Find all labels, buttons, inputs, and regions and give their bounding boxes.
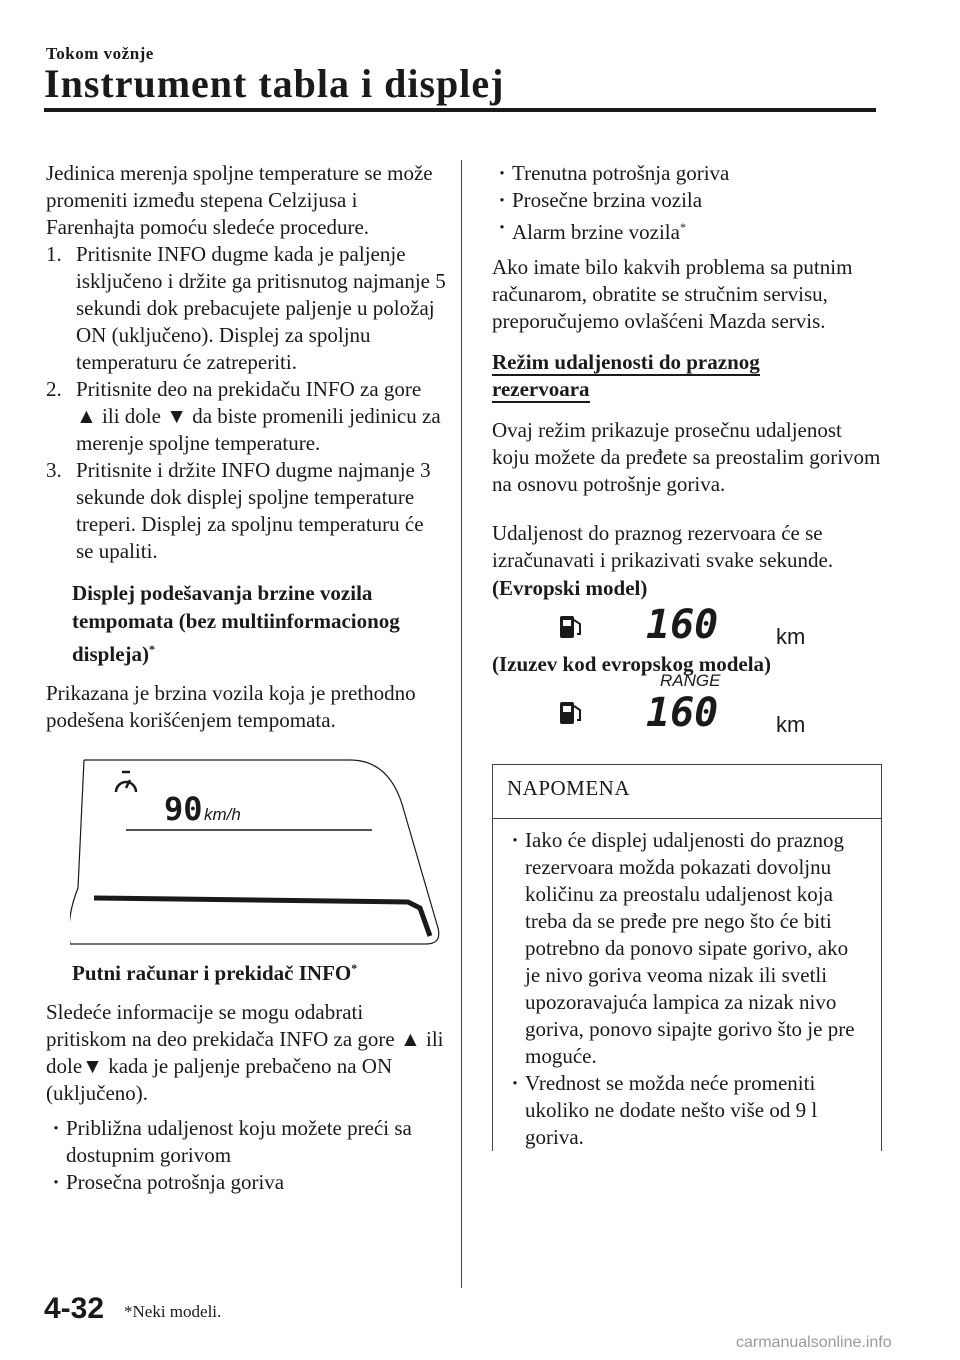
column-divider [461, 160, 462, 1288]
list-item [505, 1070, 867, 1151]
list-item-text: Alarm brzine vozila* [512, 220, 686, 244]
bullet-dot: · [498, 188, 506, 212]
range-heading: Režim udaljenosti do praznog rezervoara [492, 350, 760, 401]
bullet-dot: · [52, 1116, 60, 1140]
list-item-text: Približna udaljenost koju možete preći sa dostupnim gorivom [66, 1116, 412, 1167]
list-item [505, 827, 867, 1070]
footnote: *Neki modeli. [124, 1302, 222, 1321]
range-update-text: Udaljenost do praznog rezervoara će se izračunavati i prikazivati svake sekunde. [492, 521, 834, 572]
cluster-gauge-line [94, 898, 430, 936]
range-display-euro [492, 602, 882, 650]
cluster-figure [70, 758, 442, 948]
list-item [492, 160, 882, 187]
range-unit: km [776, 624, 806, 649]
range-value: 160 [646, 602, 719, 648]
bullet-dot: · [52, 1170, 60, 1194]
intro-paragraph: Jedinica merenja spoljne temperature se može promeniti između stepena Celzijusa i Farenhajta pomoću sledeće procedure. [46, 161, 433, 239]
step-number: 2. [46, 377, 62, 401]
step-2 [46, 376, 446, 457]
help-paragraph: Ako imate bilo kakvih problema sa putnim računarom, obratite se stručnim servisu, preporučujemo ovlašćeni Mazda servis. [492, 255, 853, 333]
step-3 [46, 457, 446, 565]
page-number: 4-32 [44, 1292, 105, 1325]
list-item-text: Trenutna potrošnja goriva [512, 161, 730, 185]
range-value: 160 [646, 690, 719, 736]
note-box [492, 764, 882, 1151]
page-title: Instrument tabla i displej [44, 61, 505, 106]
list-item [46, 1115, 446, 1169]
trip-text: Sledeće informacije se mogu odabrati pritiskom na deo prekidača INFO za gore ▲ ili dole▼ kada je paljenje prebačeno na ON (uključeno). [46, 1000, 444, 1105]
bullet-dot: · [498, 161, 506, 185]
right-column [492, 160, 882, 1151]
cruise-heading: Displej podešavanja brzine vozila tempomata (bez multiinformacionog displeja)* [72, 581, 400, 666]
bullet-dot: · [511, 828, 519, 852]
range-display-non-euro [492, 672, 882, 738]
list-item-text: Vrednost se možda neće promeniti ukoliko ne dodate nešto više od 9 l goriva. [525, 1071, 818, 1149]
bullet-dot: · [498, 215, 506, 239]
cruise-speed-readout: 90 [164, 790, 203, 828]
fuel-pump-icon [560, 616, 580, 638]
list-item-text: Prosečna potrošnja goriva [66, 1170, 285, 1194]
trip-heading: Putni računar i prekidač INFO* [72, 961, 358, 985]
list-item [492, 214, 882, 246]
step-number: 3. [46, 458, 62, 482]
step-number: 1. [46, 242, 62, 266]
list-item [492, 187, 882, 214]
non-euro-model-label: (Izuzev kod evropskog modela) [492, 652, 772, 676]
range-description: Ovaj režim prikazuje prosečnu udaljenost koju možete da pređete sa preostalim gorivom na osnovu potrošnje goriva. [492, 418, 881, 496]
note-body [493, 819, 881, 1151]
range-unit: km [776, 712, 806, 737]
cruise-speed-unit: km/h [204, 805, 241, 824]
watermark: carmanualsonline.info [736, 1334, 892, 1351]
step-text: Pritisnite deo na prekidaču INFO za gore ▲ ili dole ▼ da biste promenili jedinicu za merenje spoljne temperature. [76, 377, 441, 455]
range-tag: RANGE [660, 672, 721, 690]
step-text: Pritisnite INFO dugme kada je paljenje isključeno i držite ga pritisnutog najmanje 5 sekundi dok prebacujete paljenje u položaj ON (uključeno). Displej za spoljnu temperaturu će zatreperiti. [76, 242, 446, 374]
list-item [46, 1169, 446, 1196]
euro-model-label: (Evropski model) [492, 576, 648, 600]
step-text: Pritisnite i držite INFO dugme najmanje 3 sekunde dok displej spoljne temperature treperi. Displej za spoljnu temperaturu će se upaliti. [76, 458, 431, 563]
speedometer-icon [116, 772, 136, 792]
fuel-pump-icon [560, 702, 580, 724]
step-1 [46, 241, 446, 376]
bullet-dot: · [511, 1071, 519, 1095]
header-rule [44, 108, 876, 112]
section-label: Tokom vožnje [46, 44, 154, 63]
note-title: NAPOMENA [493, 765, 881, 819]
cruise-text: Prikazana je brzina vozila koja je prethodno podešena korišćenjem tempomata. [46, 681, 416, 732]
list-item-text: Prosečne brzina vozila [512, 188, 703, 212]
list-item-text: Iako će displej udaljenosti do praznog rezervoara možda pokazati dovoljnu količinu za preostalu udaljenost koja treba da se pređe pre nego što će biti potrebno da ponovo sipate gorivo, ako je nivo goriva veoma nizak ili svetli upozoravajuća lampica za nizak nivo goriva, ponovo sipajte gorivo što je pre moguće. [525, 828, 855, 1068]
left-column [46, 160, 446, 1196]
